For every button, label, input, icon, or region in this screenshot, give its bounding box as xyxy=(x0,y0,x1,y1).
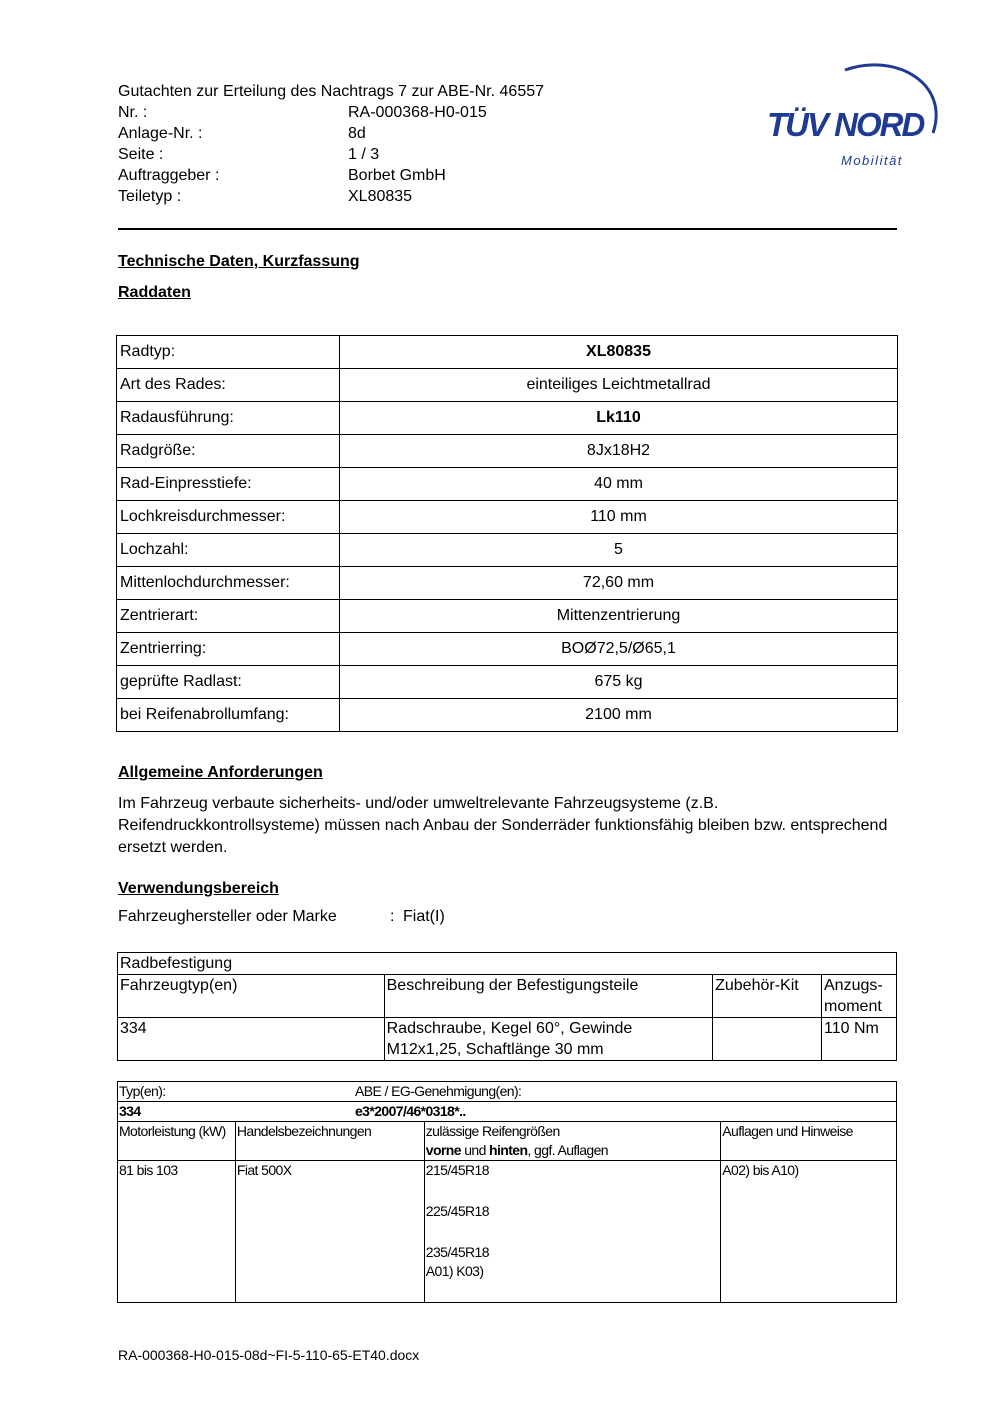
footer-filename: RA-000368-H0-015-08d~FI-5-110-65-ET40.docx xyxy=(118,1347,420,1363)
mounting-typ: 334 xyxy=(118,1018,385,1061)
table-row xyxy=(117,699,898,732)
mounting-moment: 110 Nm xyxy=(822,1018,897,1061)
section-verwendung-heading: Verwendungsbereich xyxy=(118,880,279,897)
mounting-title: Radbefestigung xyxy=(118,953,897,975)
document-header xyxy=(118,81,544,207)
wheel-value-cell: 5 xyxy=(340,534,898,567)
table-row xyxy=(117,534,898,567)
wheel-label-cell: Radtyp: xyxy=(117,336,340,369)
row-reifengroessen xyxy=(424,1161,720,1303)
wheel-value-cell: Lk110 xyxy=(340,402,898,435)
row-motorleistung: 81 bis 103 xyxy=(118,1161,236,1303)
marke-line xyxy=(118,908,445,926)
tyre-size: 215/45R18 xyxy=(425,1162,489,1178)
wheel-label-cell: geprüfte Radlast: xyxy=(117,666,340,699)
table-row xyxy=(117,468,898,501)
mounting-beschreibung: Radschraube, Kegel 60°, Gewinde M12x1,25, Schaftlänge 30 mm xyxy=(384,1018,712,1061)
wheel-value-cell: 8Jx18H2 xyxy=(340,435,898,468)
table-row xyxy=(118,1018,897,1061)
mounting-header-moment: Anzugs-moment xyxy=(822,975,897,1018)
mounting-header-kit: Zubehör-Kit xyxy=(713,975,822,1018)
tyre-size: 225/45R18 xyxy=(425,1203,489,1219)
marke-separator: : xyxy=(390,908,395,925)
type-value-row xyxy=(118,1102,897,1122)
mounting-title-row xyxy=(118,953,897,975)
row-auflagen: A02) bis A10) xyxy=(721,1161,897,1303)
wheel-value-cell: einteiliges Leichtmetallrad xyxy=(340,369,898,402)
wheel-label-cell: Lochzahl: xyxy=(117,534,340,567)
typ-label: Typ(en): xyxy=(119,1083,166,1099)
wheel-value-cell: Mittenzentrierung xyxy=(340,600,898,633)
section-allgemein-heading: Allgemeine Anforderungen xyxy=(118,764,323,781)
document-title: Gutachten zur Erteilung des Nachtrags 7 zur ABE-Nr. 46557 xyxy=(118,83,545,100)
table-row xyxy=(117,336,898,369)
section-raddaten-heading: Raddaten xyxy=(118,284,191,301)
abe-value: e3*2007/46*0318*.. xyxy=(355,1103,466,1119)
typ-value: 334 xyxy=(119,1103,141,1119)
wheel-label-cell: Art des Rades: xyxy=(117,369,340,402)
logo-brand-text: TÜV NORD xyxy=(767,106,924,143)
allgemein-paragraph: Im Fahrzeug verbaute sicherheits- und/oder umweltrelevante Fahrzeugsysteme (z.B. Reifendruckkontrollsysteme) müssen nach Anbau der Sonderräder funktionsfähig bleiben bzw. entsprechend ersetzt werden. xyxy=(118,795,888,856)
tyre-size: 235/45R18 xyxy=(425,1244,489,1260)
logo-sub-text: Mobilität xyxy=(841,153,903,168)
wheel-value-cell: 675 kg xyxy=(340,666,898,699)
wheel-label-cell: Zentrierart: xyxy=(117,600,340,633)
header-row-seite: Seite : 1 / 3 xyxy=(118,146,380,163)
header-row-teiletyp: Teiletyp : XL80835 xyxy=(118,188,413,205)
header-motorleistung: Motorleistung (kW) xyxy=(118,1122,236,1161)
wheel-value-cell: 72,60 mm xyxy=(340,567,898,600)
header-reifengroessen: zulässige Reifengrößen vorne und hinten, ggf. Auflagen xyxy=(424,1122,720,1161)
wheel-label-cell: Rad-Einpresstiefe: xyxy=(117,468,340,501)
header-handelsbezeichnungen: Handelsbezeichnungen xyxy=(235,1122,424,1161)
wheel-label-cell: Lochkreisdurchmesser: xyxy=(117,501,340,534)
header-row-nr: Nr. : RA-000368-H0-015 xyxy=(118,104,487,121)
table-row xyxy=(117,369,898,402)
abe-label: ABE / EG-Genehmigung(en): xyxy=(355,1083,522,1099)
wheel-value-cell: 40 mm xyxy=(340,468,898,501)
wheel-value-cell: BOØ72,5/Ø65,1 xyxy=(340,633,898,666)
table-row xyxy=(117,600,898,633)
table-row xyxy=(117,501,898,534)
tuv-nord-logo xyxy=(765,58,940,173)
type-label-row xyxy=(118,1082,897,1102)
header-divider xyxy=(118,228,897,230)
table-row xyxy=(117,435,898,468)
table-row xyxy=(118,1161,897,1303)
marke-label: Fahrzeughersteller oder Marke xyxy=(118,908,337,925)
wheel-value-cell: XL80835 xyxy=(340,336,898,369)
wheel-label-cell: Radgröße: xyxy=(117,435,340,468)
mounting-header-beschreibung: Beschreibung der Befestigungsteile xyxy=(384,975,712,1018)
table-row xyxy=(117,402,898,435)
wheel-label-cell: Mittenlochdurchmesser: xyxy=(117,567,340,600)
wheel-data-table xyxy=(116,335,898,732)
section-tech-heading: Technische Daten, Kurzfassung xyxy=(118,253,360,270)
wheel-label-cell: bei Reifenabrollumfang: xyxy=(117,699,340,732)
table-row xyxy=(117,567,898,600)
header-row-auftraggeber: Auftraggeber : Borbet GmbH xyxy=(118,167,446,184)
type-approval-table xyxy=(117,1081,897,1303)
wheel-label-cell: Radausführung: xyxy=(117,402,340,435)
type-header-row xyxy=(118,1122,897,1161)
header-auflagen: Auflagen und Hinweise xyxy=(721,1122,897,1161)
table-row xyxy=(117,666,898,699)
wheel-label-cell: Zentrierring: xyxy=(117,633,340,666)
mounting-table xyxy=(117,952,897,1061)
table-row xyxy=(117,633,898,666)
mounting-header-row xyxy=(118,975,897,1018)
wheel-value-cell: 2100 mm xyxy=(340,699,898,732)
mounting-header-typ: Fahrzeugtyp(en) xyxy=(118,975,385,1018)
header-row-anlage: Anlage-Nr. : 8d xyxy=(118,125,366,142)
wheel-value-cell: 110 mm xyxy=(340,501,898,534)
mounting-kit xyxy=(713,1018,822,1061)
tyre-note: A01) K03) xyxy=(425,1263,484,1279)
row-handelsbezeichnung: Fiat 500X xyxy=(235,1161,424,1303)
marke-value: Fiat(I) xyxy=(403,908,445,925)
